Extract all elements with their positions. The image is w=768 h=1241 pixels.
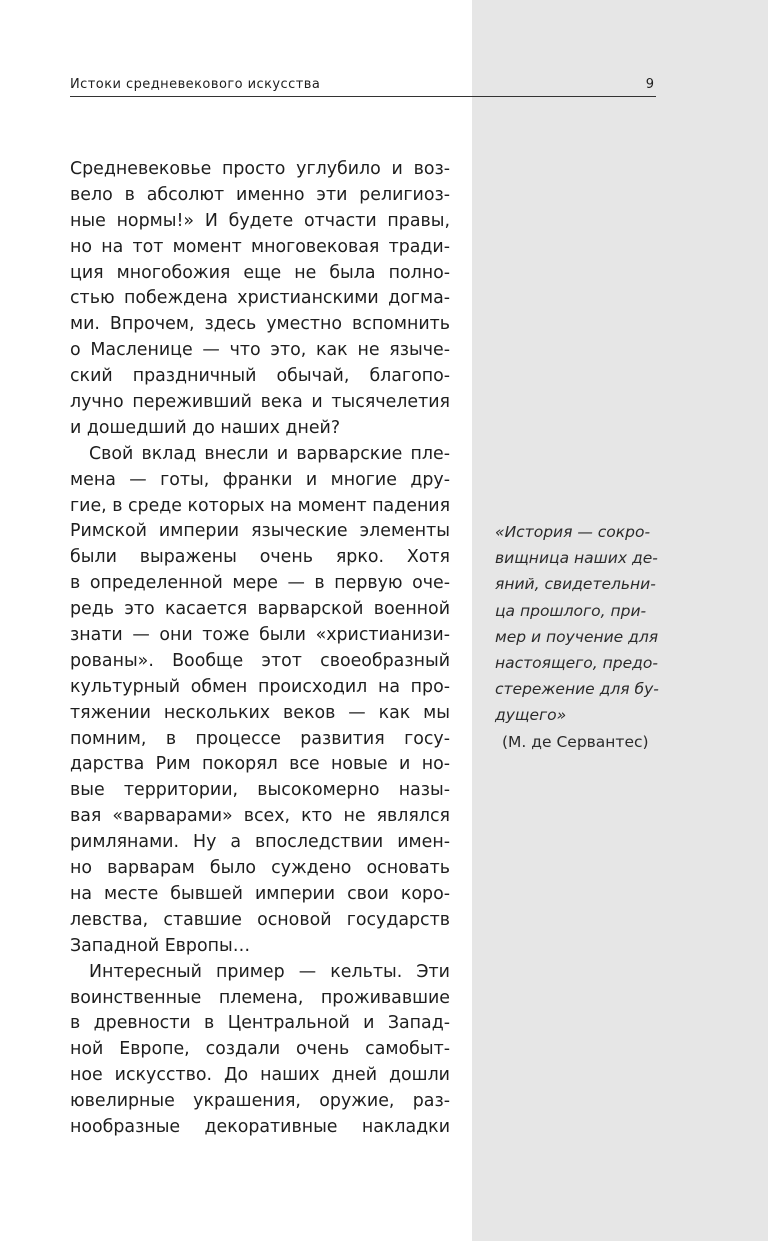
body-line: Римской империи языческие элементы: [70, 521, 450, 542]
body-line: Интересный пример — кельты. Эти: [89, 961, 450, 982]
body-line: нообразные декоративные накладки: [70, 1116, 450, 1137]
body-line: в древности в Центральной и Запад-: [70, 1013, 450, 1034]
body-line: ной Европе, создали очень самобыт-: [70, 1039, 450, 1060]
body-line: вая «варварами» всех, кто не являлся: [70, 806, 450, 827]
body-line: воинственные племена, проживавшие: [70, 987, 450, 1008]
quote-line: мер и поучение для: [495, 627, 659, 646]
quote-attribution: (М. де Сервантес): [502, 732, 649, 751]
body-line: гие, в среде которых на момент падения: [70, 495, 450, 516]
quote-line: ца прошлого, при-: [495, 601, 647, 620]
body-line: знати — они тоже были «христианизи-: [70, 625, 450, 646]
body-line: тяжении нескольких веков — как мы: [70, 702, 450, 723]
body-line: но варварам было суждено основать: [70, 858, 450, 879]
body-line: о Масленице — что это, как не языче-: [70, 340, 450, 361]
body-line: римлянами. Ну а впоследствии имен-: [70, 832, 450, 853]
body-line: мена — готы, франки и многие дру-: [70, 469, 450, 490]
body-line: левства, ставшие основой государств: [70, 909, 450, 930]
body-line: вые территории, высокомерно назы-: [70, 780, 450, 801]
page-number: 9: [645, 77, 654, 92]
body-line: рованы». Вообще этот своеобразный: [70, 650, 450, 671]
body-text: [70, 157, 450, 1141]
quote-line: стережение для бу-: [495, 680, 659, 699]
body-line: редь это касается варварской военной: [70, 599, 450, 620]
body-line: ский праздничный обычай, благопо-: [70, 366, 450, 387]
quote-line: настоящего, предо-: [495, 653, 658, 672]
body-line: но на тот момент многовековая тради-: [70, 236, 450, 257]
body-line: ювелирные украшения, оружие, раз-: [70, 1091, 450, 1112]
running-head-title: Истоки средневекового искусства: [70, 77, 321, 92]
running-head: [70, 76, 656, 97]
body-line: в определенной мере — в первую оче-: [70, 573, 450, 594]
body-line: ми. Впрочем, здесь уместно вспомнить: [70, 314, 450, 335]
body-line: культурный обмен происходил на про-: [70, 676, 450, 697]
body-line: стью побеждена христианскими догма-: [70, 288, 450, 309]
quote-line: яний, свидетельни-: [495, 575, 656, 594]
body-line: лучно переживший века и тысячелетия: [70, 392, 450, 413]
body-line: дарства Рим покорял все новые и но-: [70, 754, 450, 775]
body-line: и дошедший до наших дней?: [70, 417, 341, 438]
body-line: ные нормы!» И будете отчасти правы,: [70, 210, 450, 231]
body-line: Свой вклад внесли и варварские пле-: [89, 443, 450, 464]
quote-line: «История — сокро-: [495, 523, 651, 541]
body-line: ция многобожия еще не была полно-: [70, 262, 450, 283]
quote-line: вищница наших де-: [495, 549, 658, 568]
body-line: Западной Европы…: [70, 935, 251, 956]
body-line: были выражены очень ярко. Хотя: [70, 547, 450, 568]
margin-quote: [495, 519, 665, 755]
body-line: ное искусство. До наших дней дошли: [70, 1065, 450, 1086]
body-line: Средневековье просто углубило и воз-: [70, 159, 450, 179]
body-line: вело в абсолют именно эти религиоз-: [70, 184, 450, 205]
quote-line: дущего»: [495, 706, 567, 725]
body-line: помним, в процессе развития госу-: [70, 728, 450, 749]
body-line: на месте бывшей империи свои коро-: [70, 883, 450, 904]
